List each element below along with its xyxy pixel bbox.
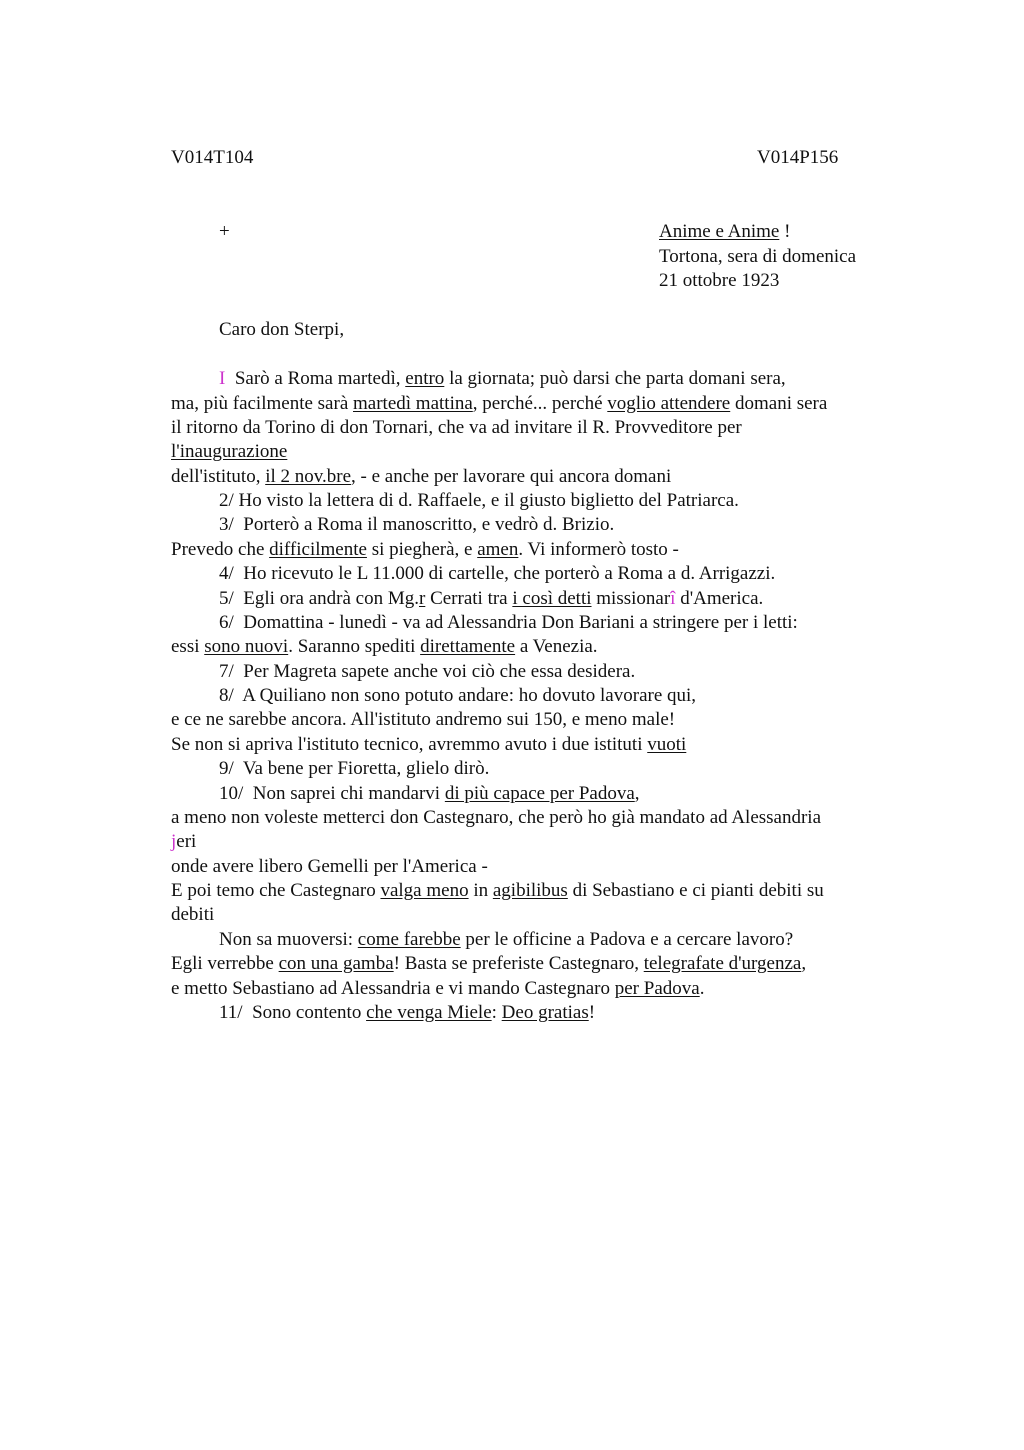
underlined-text: amen [477, 539, 519, 560]
motto-text: Anime e Anime [659, 221, 780, 242]
text: si piegherà, e [366, 539, 478, 560]
text: , [801, 953, 807, 974]
text: . Saranno spediti [288, 636, 421, 657]
body-line-17: 9/ Va bene per Fioretta, glielo dirò. [219, 758, 490, 779]
underlined-text: voglio attendere [607, 393, 731, 414]
underlined-text: di più capace per Padova [444, 783, 635, 804]
body-line-10 [219, 587, 763, 611]
body-line-24 [219, 928, 793, 952]
underlined-text: difficilmente [269, 539, 367, 560]
underlined-text: sono nuovi [204, 636, 289, 657]
underlined-text: telegrafate d'urgenza [643, 953, 802, 974]
underlined-text: martedì mattina [353, 393, 473, 414]
underlined-text: che venga Miele [366, 1002, 492, 1023]
body-line-14: 8/ A Quiliano non sono potuto andare: ho dovuto lavorare qui, [219, 685, 697, 706]
body-line-21: onde avere libero Gemelli per l'America - [171, 856, 488, 877]
text: . [699, 978, 705, 999]
text: Se non si apriva l'istituto tecnico, avremmo avuto i due istituti [171, 734, 648, 755]
text: , [634, 783, 640, 804]
body-line-6: 2/ Ho visto la lettera di d. Raffaele, e il giusto biglietto del Patriarca. [219, 490, 739, 511]
body-line-20 [171, 830, 196, 854]
text: Prevedo che [171, 539, 270, 560]
text: missionar [591, 588, 671, 609]
text: Egli verrebbe [171, 953, 279, 974]
underlined-text: vuoti [647, 734, 687, 755]
underlined-text: i così detti [512, 588, 592, 609]
underlined-text: entro [405, 368, 445, 389]
text: E poi temo che Castegnaro [171, 880, 381, 901]
body-line-26 [171, 977, 704, 1001]
underlined-text: r [418, 588, 426, 609]
archive-code-left: V014T104 [171, 147, 254, 168]
text: ma, più facilmente sarà [171, 393, 354, 414]
underlined-text: agibilibus [492, 880, 568, 901]
body-line-23: debiti [171, 904, 215, 925]
text: a Venezia. [515, 636, 598, 657]
underlined-text: per Padova [614, 978, 700, 999]
underlined-text: come farebbe [357, 929, 461, 950]
text: ! Basta se preferiste Castegnaro, [393, 953, 644, 974]
text: per le officine a Padova e a cercare lavoro? [460, 929, 794, 950]
underlined-text: con una gamba [278, 953, 394, 974]
body-line-7: 3/ Porterò a Roma il manoscritto, e vedrò d. Brizio. [219, 514, 615, 535]
text: Sarò a Roma martedì, [225, 368, 406, 389]
text: di Sebastiano e ci pianti debiti su [567, 880, 824, 901]
text: Non sa muoversi: [219, 929, 358, 950]
archive-code-right: V014P156 [757, 147, 839, 168]
body-line-2 [171, 392, 827, 416]
body-line-25 [171, 952, 806, 976]
text: ! [588, 1002, 596, 1023]
text: eri [176, 831, 197, 852]
body-line-11: 6/ Domattina - lunedì - va ad Alessandria Don Bariani a stringere per i letti: [219, 612, 798, 633]
text: , - e anche per lavorare qui ancora domani [351, 466, 672, 487]
text: in [468, 880, 493, 901]
motto-punct: ! [779, 221, 791, 242]
dateline-place: Tortona, sera di domenica [659, 246, 857, 267]
underlined-text: direttamente [420, 636, 516, 657]
text: la giornata; può darsi che parta domani sera, [444, 368, 786, 389]
body-line-27 [219, 1001, 595, 1025]
body-line-8 [171, 538, 679, 562]
body-line-9: 4/ Ho ricevuto le L 11.000 di cartelle, che porterò a Roma a d. Arrigazzi. [219, 563, 776, 584]
text: 10/ Non saprei chi mandarvi [219, 783, 445, 804]
underlined-text: valga meno [380, 880, 469, 901]
underlined-text: Deo gratias [501, 1002, 589, 1023]
body-line-19: a meno non voleste metterci don Castegnaro, che però ho già mandato ad Alessandria [171, 807, 822, 828]
dateline-date: 21 ottobre 1923 [659, 270, 780, 291]
text: Cerrati tra [425, 588, 513, 609]
annotation-mark: î [670, 588, 676, 609]
underlined-text: l'inaugurazione [171, 441, 288, 462]
text: , perché... perché [472, 393, 608, 414]
underlined-text: il 2 nov.bre [265, 466, 352, 487]
salutation: Caro don Sterpi, [219, 319, 345, 340]
text: 11/ Sono contento [219, 1002, 367, 1023]
body-line-1 [219, 367, 786, 391]
annotation-mark: j [171, 831, 177, 852]
text: d'America. [675, 588, 764, 609]
dateline-motto [659, 220, 790, 244]
body-line-15: e ce ne sarebbe ancora. All'istituto andremo sui 150, e meno male! [171, 709, 676, 730]
text: essi [171, 636, 205, 657]
margin-mark: I [219, 368, 226, 389]
body-line-4 [171, 440, 287, 464]
body-line-3: il ritorno da Torino di don Tornari, che va ad invitare il R. Provveditore per [171, 417, 742, 438]
text: . Vi informerò tosto - [518, 539, 679, 560]
cross-mark: + [219, 221, 230, 242]
text: domani sera [730, 393, 828, 414]
text: 5/ Egli ora andrà con Mg. [219, 588, 419, 609]
body-line-16 [171, 733, 686, 757]
body-line-18 [219, 782, 640, 806]
text: dell'istituto, [171, 466, 266, 487]
body-line-5 [171, 465, 671, 489]
text: : [491, 1002, 502, 1023]
body-line-12 [171, 635, 598, 659]
body-line-22 [171, 879, 824, 903]
text: e metto Sebastiano ad Alessandria e vi mando Castegnaro [171, 978, 615, 999]
body-line-13: 7/ Per Magreta sapete anche voi ciò che essa desidera. [219, 661, 636, 682]
